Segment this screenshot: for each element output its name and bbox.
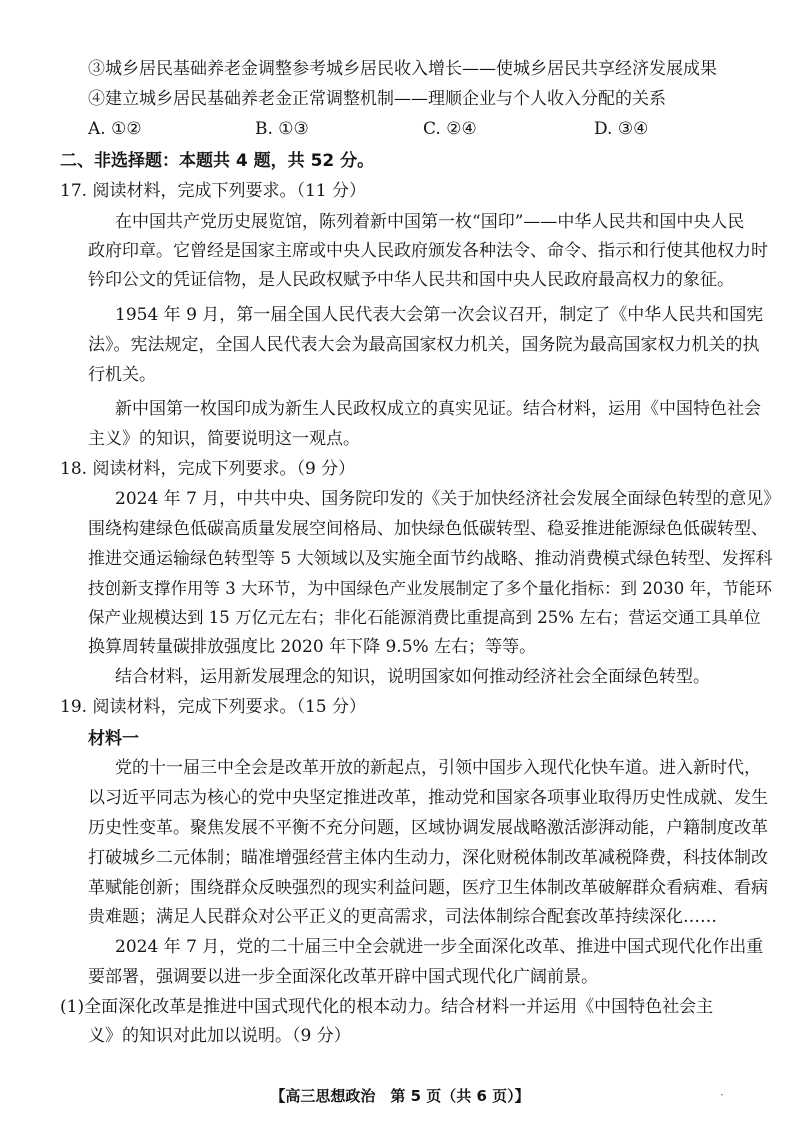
q17-line: 法》。宪法规定，全国人民代表大会为最高国家权力机关，国务院为最高国家权力机关的执: [88, 335, 760, 355]
q19-line: 打破城乡二元体制；瞄准增强经营主体内生动力，深化财税体制改革减税降费，科技体制改: [88, 848, 768, 868]
q19-line: 贵难题；满足人民群众对公平正义的更高需求，司法体制综合配套改革持续深化……: [88, 907, 717, 927]
choice-c: C. ②④: [423, 119, 477, 139]
material-label: 材料一: [88, 729, 139, 749]
q17-line: 行机关。: [88, 365, 156, 385]
q17-line: 在中国共产党历史展览馆，陈列着新中国第一枚“国印”——中华人民共和国中央人民: [115, 212, 745, 232]
page-footer: 【高三思想政治 第 5 页（共 6 页）】: [270, 1087, 530, 1105]
q19-stem: 19. 阅读材料，完成下列要求。（15 分）: [60, 697, 366, 717]
q18-line: 换算周转量碳排放强度比 2020 年下降 9.5% 左右；等等。: [88, 637, 537, 657]
q17-line: 政府印章。它曾经是国家主席或中央人民政府颁发各种法令、命令、指示和行使其他权力时: [88, 241, 768, 261]
q18-line: 围绕构建绿色低碳高质量发展空间格局、加快绿色低碳转型、稳妥推进能源绿色低碳转型、: [88, 519, 768, 539]
q18-line: 2024 年 7 月，中共中央、国务院印发的《关于加快经济社会发展全面绿色转型的意见》: [115, 489, 781, 509]
q19-sub1: 义》的知识对此加以说明。（9 分）: [88, 1026, 351, 1046]
choice-b: B. ①③: [255, 119, 309, 139]
q19-line: 以习近平同志为核心的党中央坚定推进改革，推动党和国家各项事业取得历史性成就、发生: [88, 788, 768, 808]
q17-line: 新中国第一枚国印成为新生人民政权成立的真实见证。结合材料，运用《中国特色社会: [115, 399, 761, 419]
option-item-3: ③城乡居民基础养老金调整参考城乡居民收入增长——使城乡居民共享经济发展成果: [88, 59, 717, 79]
option-item-4: ④建立城乡居民基础养老金正常调整机制——理顺企业与个人收入分配的关系: [88, 89, 666, 109]
answer-choices: [0, 118, 800, 140]
q19-line: 历史性变革。聚焦发展不平衡不充分问题，区域协调发展战略激活澎湃动能，户籍制度改革: [88, 818, 768, 838]
q19-line: 2024 年 7 月，党的二十届三中全会就进一步全面深化改革、推进中国式现代化作出重: [115, 937, 764, 957]
q18-line: 推进交通运输绿色转型等 5 大领域以及实施全面节约战略、推动消费模式绿色转型、发挥科: [88, 549, 773, 569]
footer-mark: ·: [720, 1088, 724, 1102]
q18-stem: 18. 阅读材料，完成下列要求。（9 分）: [60, 459, 356, 479]
q18-line: 保产业规模达到 15 万亿元左右；非化石能源消费比重提高到 25% 左右；营运交通工具单位: [88, 608, 761, 627]
q17-stem: 17. 阅读材料，完成下列要求。（11 分）: [60, 181, 366, 201]
choice-a: A. ①②: [88, 119, 142, 139]
q17-line: 1954 年 9 月，第一届全国人民代表大会第一次会议召开，制定了《中华人民共和国宪: [115, 305, 764, 325]
q17-line: 钤印公文的凭证信物，是人民政权赋予中华人民共和国中央人民政府最高权力的象征。: [88, 270, 734, 290]
q18-line: 技创新支撑作用等 3 大环节，为中国绿色产业发展制定了多个量化指标：到 2030 年，节能环: [88, 579, 772, 598]
section-title: 二、非选择题：本题共 4 题，共 52 分。: [60, 151, 375, 171]
q19-line: 革赋能创新；围绕群众反映强烈的现实利益问题，医疗卫生体制改革破解群众看病难、看病: [88, 878, 768, 898]
choice-d: D. ③④: [594, 119, 649, 139]
q19-sub1: (1)全面深化改革是推进中国式现代化的根本动力。结合材料一并运用《中国特色社会主: [60, 997, 714, 1017]
q19-line: 党的十一届三中全会是改革开放的新起点，引领中国步入现代化快车道。进入新时代，: [115, 758, 761, 778]
q17-line: 主义》的知识，简要说明这一观点。: [88, 429, 360, 449]
q18-line: 结合材料，运用新发展理念的知识，说明国家如何推动经济社会全面绿色转型。: [115, 667, 710, 687]
q19-line: 要部署，强调要以进一步全面深化改革开辟中国式现代化广阔前景。: [88, 967, 598, 987]
